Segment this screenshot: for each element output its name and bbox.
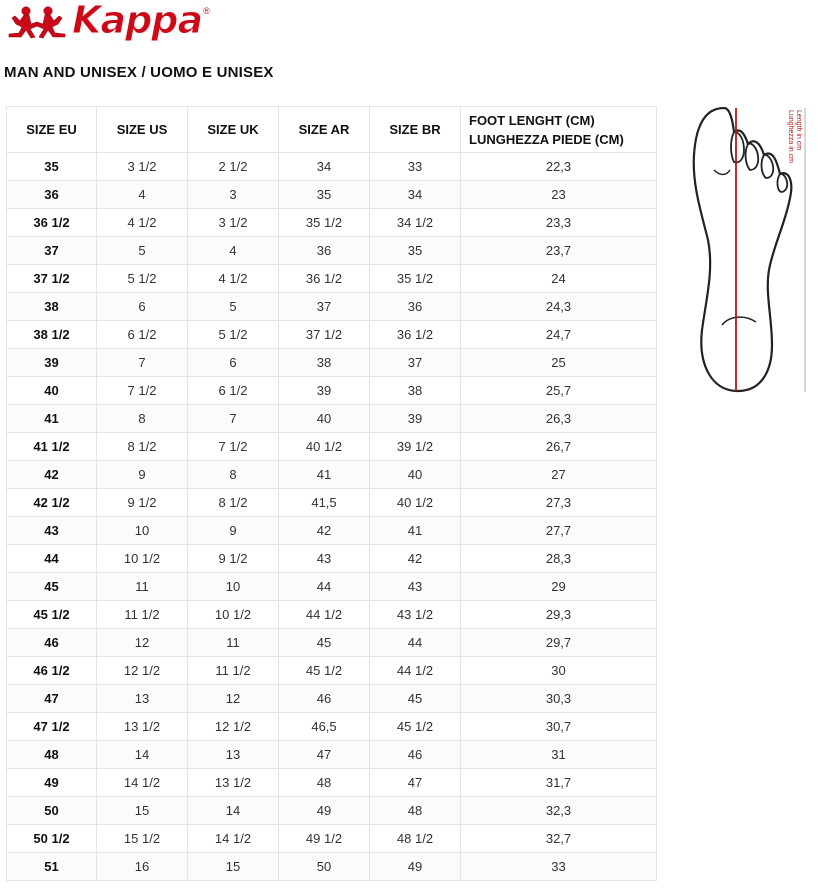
cell-size-ar: 34 [279, 153, 370, 181]
cell-size-us: 7 1/2 [97, 377, 188, 405]
cell-size-eu: 51 [7, 853, 97, 881]
cell-size-br: 33 [370, 153, 461, 181]
size-table [6, 106, 657, 881]
cell-size-ar: 46,5 [279, 713, 370, 741]
table-row [7, 321, 657, 349]
cell-foot-length: 23,3 [461, 209, 657, 237]
table-row [7, 573, 657, 601]
cell-size-us: 3 1/2 [97, 153, 188, 181]
table-row [7, 153, 657, 181]
table-row [7, 377, 657, 405]
cell-size-eu: 50 1/2 [7, 825, 97, 853]
table-row [7, 601, 657, 629]
table-row [7, 349, 657, 377]
cell-size-us: 9 [97, 461, 188, 489]
cell-size-us: 10 [97, 517, 188, 545]
cell-size-eu: 38 [7, 293, 97, 321]
cell-size-ar: 36 [279, 237, 370, 265]
cell-foot-length: 27 [461, 461, 657, 489]
cell-size-eu: 36 1/2 [7, 209, 97, 237]
cell-size-ar: 40 1/2 [279, 433, 370, 461]
cell-foot-length: 28,3 [461, 545, 657, 573]
cell-size-eu: 46 [7, 629, 97, 657]
cell-size-us: 5 1/2 [97, 265, 188, 293]
cell-size-uk: 9 1/2 [188, 545, 279, 573]
cell-size-ar: 50 [279, 853, 370, 881]
table-row [7, 405, 657, 433]
header-foot-length [461, 107, 657, 153]
brand-name: Kappa [72, 0, 203, 42]
cell-size-ar: 36 1/2 [279, 265, 370, 293]
cell-size-br: 46 [370, 741, 461, 769]
cell-size-eu: 44 [7, 545, 97, 573]
cell-size-br: 42 [370, 545, 461, 573]
cell-foot-length: 32,3 [461, 797, 657, 825]
cell-size-uk: 15 [188, 853, 279, 881]
cell-size-eu: 41 [7, 405, 97, 433]
cell-size-ar: 41,5 [279, 489, 370, 517]
cell-size-eu: 35 [7, 153, 97, 181]
cell-size-br: 47 [370, 769, 461, 797]
cell-foot-length: 29 [461, 573, 657, 601]
table-row [7, 433, 657, 461]
cell-size-eu: 39 [7, 349, 97, 377]
table-row [7, 629, 657, 657]
cell-size-uk: 8 [188, 461, 279, 489]
cell-size-us: 15 1/2 [97, 825, 188, 853]
table-row [7, 461, 657, 489]
cell-size-ar: 42 [279, 517, 370, 545]
header-size-eu: SIZE EU [7, 107, 97, 153]
cell-foot-length: 27,3 [461, 489, 657, 517]
table-row [7, 181, 657, 209]
cell-size-eu: 43 [7, 517, 97, 545]
table-row [7, 545, 657, 573]
cell-size-ar: 37 [279, 293, 370, 321]
cell-size-us: 13 [97, 685, 188, 713]
cell-foot-length: 25,7 [461, 377, 657, 405]
cell-size-us: 13 1/2 [97, 713, 188, 741]
cell-size-us: 6 1/2 [97, 321, 188, 349]
cell-size-ar: 46 [279, 685, 370, 713]
cell-size-ar: 39 [279, 377, 370, 405]
cell-size-uk: 11 1/2 [188, 657, 279, 685]
cell-size-br: 49 [370, 853, 461, 881]
cell-size-uk: 5 1/2 [188, 321, 279, 349]
cell-foot-length: 23 [461, 181, 657, 209]
cell-size-eu: 47 1/2 [7, 713, 97, 741]
cell-size-eu: 41 1/2 [7, 433, 97, 461]
table-row [7, 685, 657, 713]
cell-size-eu: 42 1/2 [7, 489, 97, 517]
cell-size-us: 14 [97, 741, 188, 769]
cell-size-br: 35 1/2 [370, 265, 461, 293]
cell-size-br: 45 [370, 685, 461, 713]
cell-foot-length: 22,3 [461, 153, 657, 181]
cell-size-us: 11 1/2 [97, 601, 188, 629]
cell-foot-length: 30 [461, 657, 657, 685]
cell-size-uk: 14 1/2 [188, 825, 279, 853]
cell-size-ar: 44 1/2 [279, 601, 370, 629]
cell-size-us: 12 1/2 [97, 657, 188, 685]
cell-foot-length: 25 [461, 349, 657, 377]
cell-size-br: 34 1/2 [370, 209, 461, 237]
cell-foot-length: 30,3 [461, 685, 657, 713]
cell-size-uk: 7 1/2 [188, 433, 279, 461]
cell-size-uk: 7 [188, 405, 279, 433]
cell-size-uk: 9 [188, 517, 279, 545]
cell-size-eu: 48 [7, 741, 97, 769]
cell-size-ar: 45 [279, 629, 370, 657]
cell-size-eu: 37 [7, 237, 97, 265]
cell-size-eu: 36 [7, 181, 97, 209]
cell-size-eu: 40 [7, 377, 97, 405]
cell-size-br: 39 [370, 405, 461, 433]
cell-size-ar: 41 [279, 461, 370, 489]
cell-size-ar: 35 1/2 [279, 209, 370, 237]
cell-size-eu: 37 1/2 [7, 265, 97, 293]
table-row [7, 237, 657, 265]
cell-size-uk: 11 [188, 629, 279, 657]
cell-size-us: 14 1/2 [97, 769, 188, 797]
header-foot-length-en: FOOT LENGHT (CM) [469, 112, 595, 128]
table-row [7, 517, 657, 545]
cell-size-uk: 12 [188, 685, 279, 713]
table-row [7, 209, 657, 237]
cell-size-us: 8 [97, 405, 188, 433]
cell-size-br: 44 [370, 629, 461, 657]
cell-size-uk: 12 1/2 [188, 713, 279, 741]
header-size-ar: SIZE AR [279, 107, 370, 153]
cell-size-uk: 10 [188, 573, 279, 601]
cell-size-ar: 43 [279, 545, 370, 573]
kappa-logo [4, 0, 210, 40]
cell-size-eu: 47 [7, 685, 97, 713]
cell-size-br: 48 [370, 797, 461, 825]
cell-size-us: 7 [97, 349, 188, 377]
cell-size-us: 4 [97, 181, 188, 209]
header-foot-length-it: LUNGHEZZA PIEDE (CM) [469, 131, 624, 147]
cell-size-us: 10 1/2 [97, 545, 188, 573]
kappa-figures-icon [4, 0, 70, 40]
table-row [7, 489, 657, 517]
cell-foot-length: 27,7 [461, 517, 657, 545]
cell-foot-length: 23,7 [461, 237, 657, 265]
cell-size-eu: 45 [7, 573, 97, 601]
cell-size-ar: 44 [279, 573, 370, 601]
cell-size-br: 36 [370, 293, 461, 321]
cell-foot-length: 33 [461, 853, 657, 881]
table-row [7, 853, 657, 881]
cell-size-br: 45 1/2 [370, 713, 461, 741]
cell-size-uk: 13 1/2 [188, 769, 279, 797]
cell-size-uk: 8 1/2 [188, 489, 279, 517]
cell-size-uk: 13 [188, 741, 279, 769]
header-size-br: SIZE BR [370, 107, 461, 153]
cell-size-br: 41 [370, 517, 461, 545]
cell-size-br: 35 [370, 237, 461, 265]
table-body [7, 153, 657, 881]
cell-size-us: 15 [97, 797, 188, 825]
length-label-en: Length in cm [795, 110, 802, 151]
cell-size-br: 37 [370, 349, 461, 377]
foot-diagram [684, 100, 811, 396]
cell-size-uk: 10 1/2 [188, 601, 279, 629]
cell-size-br: 44 1/2 [370, 657, 461, 685]
cell-size-ar: 49 1/2 [279, 825, 370, 853]
cell-size-br: 38 [370, 377, 461, 405]
cell-foot-length: 29,3 [461, 601, 657, 629]
cell-size-ar: 35 [279, 181, 370, 209]
cell-size-uk: 3 [188, 181, 279, 209]
cell-size-br: 40 [370, 461, 461, 489]
cell-foot-length: 29,7 [461, 629, 657, 657]
table-row [7, 741, 657, 769]
cell-size-uk: 3 1/2 [188, 209, 279, 237]
cell-size-uk: 4 1/2 [188, 265, 279, 293]
cell-foot-length: 26,7 [461, 433, 657, 461]
cell-size-uk: 14 [188, 797, 279, 825]
cell-size-uk: 4 [188, 237, 279, 265]
cell-size-ar: 48 [279, 769, 370, 797]
table-header-row [7, 107, 657, 153]
table-row [7, 713, 657, 741]
table-row [7, 825, 657, 853]
cell-size-us: 16 [97, 853, 188, 881]
cell-size-ar: 49 [279, 797, 370, 825]
table-row [7, 797, 657, 825]
header-size-us: SIZE US [97, 107, 188, 153]
cell-size-uk: 6 1/2 [188, 377, 279, 405]
length-label-it: Lunghezza in cm [787, 110, 794, 163]
cell-size-uk: 6 [188, 349, 279, 377]
cell-size-us: 12 [97, 629, 188, 657]
cell-foot-length: 31,7 [461, 769, 657, 797]
cell-size-uk: 2 1/2 [188, 153, 279, 181]
cell-size-br: 40 1/2 [370, 489, 461, 517]
cell-size-ar: 37 1/2 [279, 321, 370, 349]
cell-size-us: 8 1/2 [97, 433, 188, 461]
cell-foot-length: 32,7 [461, 825, 657, 853]
cell-size-br: 48 1/2 [370, 825, 461, 853]
section-title: MAN AND UNISEX / UOMO E UNISEX [4, 64, 274, 81]
cell-size-ar: 38 [279, 349, 370, 377]
table-row [7, 265, 657, 293]
cell-foot-length: 24,7 [461, 321, 657, 349]
cell-foot-length: 30,7 [461, 713, 657, 741]
cell-size-ar: 47 [279, 741, 370, 769]
cell-size-br: 43 [370, 573, 461, 601]
cell-size-eu: 50 [7, 797, 97, 825]
cell-size-us: 5 [97, 237, 188, 265]
cell-size-ar: 40 [279, 405, 370, 433]
cell-foot-length: 24 [461, 265, 657, 293]
header-size-uk: SIZE UK [188, 107, 279, 153]
cell-size-br: 34 [370, 181, 461, 209]
cell-size-eu: 49 [7, 769, 97, 797]
cell-size-eu: 38 1/2 [7, 321, 97, 349]
cell-size-br: 43 1/2 [370, 601, 461, 629]
cell-size-us: 4 1/2 [97, 209, 188, 237]
registered-mark: ® [203, 6, 210, 16]
cell-size-ar: 45 1/2 [279, 657, 370, 685]
cell-size-br: 36 1/2 [370, 321, 461, 349]
table-row [7, 293, 657, 321]
table-row [7, 769, 657, 797]
cell-size-eu: 42 [7, 461, 97, 489]
cell-size-eu: 45 1/2 [7, 601, 97, 629]
cell-foot-length: 26,3 [461, 405, 657, 433]
cell-size-us: 6 [97, 293, 188, 321]
foot-outline-icon [684, 100, 811, 396]
cell-size-us: 9 1/2 [97, 489, 188, 517]
table-row [7, 657, 657, 685]
cell-size-uk: 5 [188, 293, 279, 321]
cell-size-br: 39 1/2 [370, 433, 461, 461]
cell-foot-length: 24,3 [461, 293, 657, 321]
cell-size-eu: 46 1/2 [7, 657, 97, 685]
cell-foot-length: 31 [461, 741, 657, 769]
cell-size-us: 11 [97, 573, 188, 601]
